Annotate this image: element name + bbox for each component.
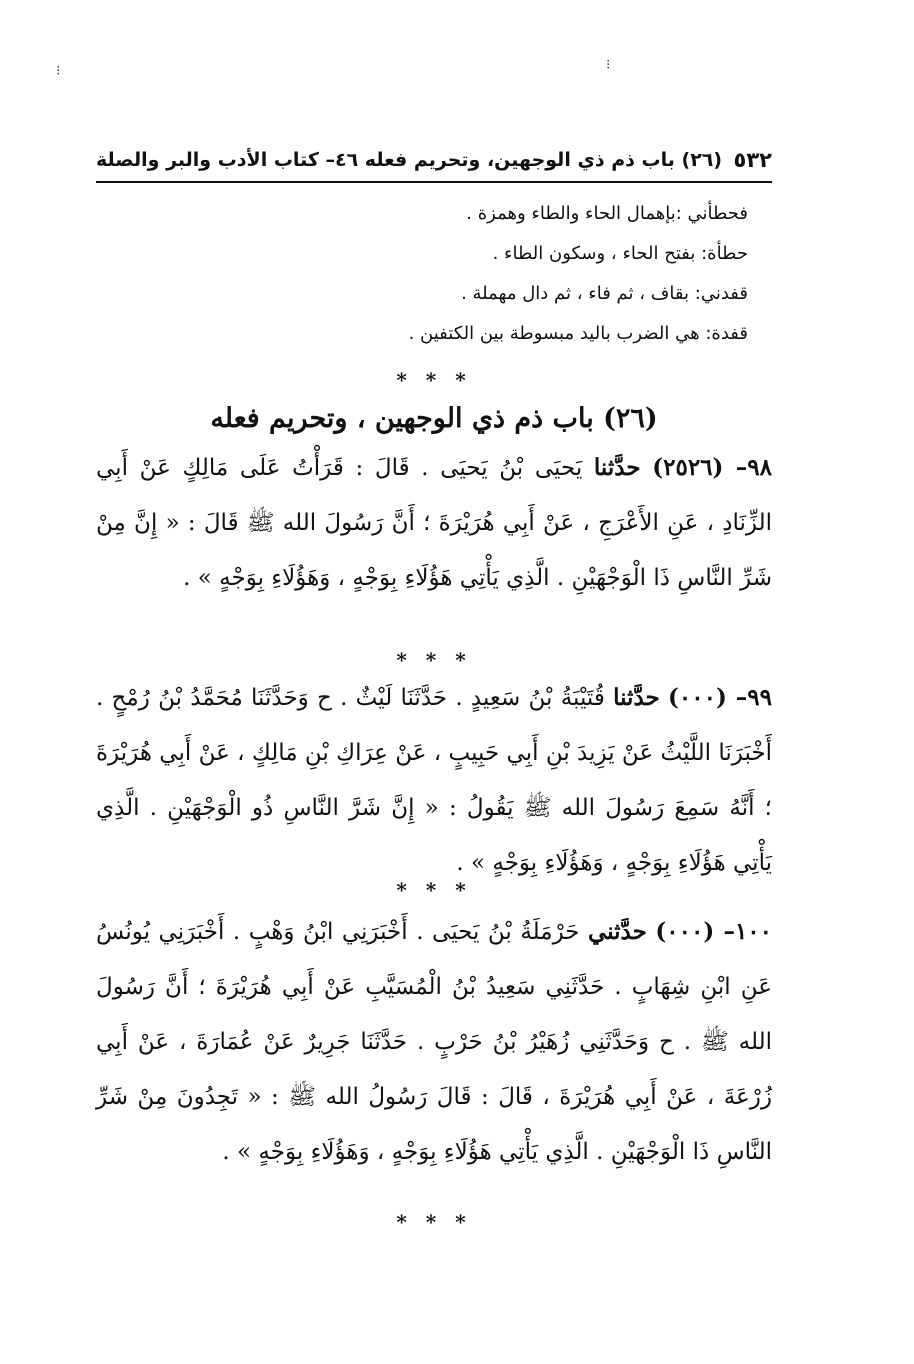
hadith-text: يَحيَى بْنُ يَحيَى . قَالَ : قَرَأْتُ عَلَى مَالِكٍ عَنْ أَبِي الزِّنَادِ ، عَنِ الأَعْرَجِ ، عَنْ أَبِي هُرَيْرَةَ ؛ أَنَّ رَسُولَ الله ﷺ قَالَ : « إِنَّ مِنْ شَرِّ النَّاسِ ذَا الْوَجْهَيْنِ . الَّذِي يَأْتِي هَؤُلَاءِ بِوَجْهٍ ، وَهَؤُلَاءِ بِوَجْهٍ » . [96, 455, 772, 591]
hadith-keyword: حدَّثني [588, 918, 647, 945]
note-line: حطأة: بفتح الحاء ، وسكون الطاء . [492, 243, 748, 264]
glossary-notes [96, 194, 772, 354]
scan-speck: ⁝ [606, 57, 611, 73]
section-separator: * * * [396, 878, 472, 902]
hadith-99 [96, 670, 772, 891]
hadith-text: قُتَيْبَةُ بْنُ سَعِيدٍ . حَدَّثَنَا لَيْثٌ . ح وَحَدَّثَنَا مُحَمَّدُ بْنُ رُمْحٍ . أَخْبَرَنَا اللَّيْثُ عَنْ يَزِيدَ بْنِ أَبِي حَبِيبٍ ، عَنْ عِرَاكِ بْنِ مَالِكٍ ، عَنْ أَبِي هُرَيْرَةَ ؛ أَنَّهُ سَمِعَ رَسُولَ الله ﷺ يَقُولُ : « إِنَّ شَرَّ النَّاسِ ذُو الْوَجْهَيْنِ . الَّذِي يَأْتِي هَؤُلَاءِ بِوَجْهٍ ، وَهَؤُلَاءِ بِوَجْهٍ » . [96, 685, 772, 876]
header-rule [96, 181, 772, 183]
section-separator: * * * [396, 368, 472, 392]
running-title: (٢٦) باب ذم ذي الوجهين، وتحريم فعله ٤٦– كتاب الأدب والبر والصلة [96, 149, 723, 171]
running-header [96, 140, 772, 180]
section-separator: * * * [396, 1210, 472, 1234]
hadith-keyword: حدَّثنا [613, 684, 660, 711]
chapter-title: (٢٦) باب ذم ذي الوجهين ، وتحريم فعله [210, 403, 658, 434]
note-line: قفدني: بقاف ، ثم فاء ، ثم دال مهملة . [461, 283, 748, 304]
hadith-number: ٩٩– (٠٠٠) [668, 684, 773, 711]
hadith-number: ٩٨– (٢٥٢٦) [652, 454, 772, 481]
hadith-100 [96, 904, 772, 1180]
note-line: قفدة: هي الضرب باليد مبسوطة بين الكتفين . [408, 323, 748, 344]
hadith-number: ١٠٠– (٠٠٠) [655, 918, 773, 945]
hadith-keyword: حدَّثنا [593, 454, 641, 481]
page-number: ٥٣٢ [733, 148, 772, 172]
hadith-98 [96, 440, 772, 606]
note-line: فحطأني :بإهمال الحاء والطاء وهمزة . [466, 203, 748, 224]
hadith-text: حَرْمَلَةُ بْنُ يَحيَى . أَخْبَرَنِي ابْنُ وَهْبٍ . أَخْبَرَنِي يُونُسُ عَنِ ابْنِ شِهَابٍ . حَدَّثَنِي سَعِيدُ بْنُ الْمُسَيَّبِ عَنْ أَبِي هُرَيْرَةَ ؛ أَنَّ رَسُولَ الله ﷺ . ح وَحَدَّثَنِي زُهَيْرُ بْنُ حَرْبٍ . حَدَّثَنَا جَرِيرٌ عَنْ عُمَارَةَ ، عَنْ أَبِي زُرْعَةَ ، عَنْ أَبِي هُرَيْرَةَ ، قَالَ : قَالَ رَسُولُ الله ﷺ : « تَجِدُونَ مِنْ شَرِّ النَّاسِ ذَا الْوَجْهَيْنِ . الَّذِي يَأْتِي هَؤُلَاءِ بِوَجْهٍ ، وَهَؤُلَاءِ بِوَجْهٍ » . [96, 919, 772, 1165]
section-separator: * * * [396, 648, 472, 672]
scan-speck: ⁝ [56, 63, 61, 79]
